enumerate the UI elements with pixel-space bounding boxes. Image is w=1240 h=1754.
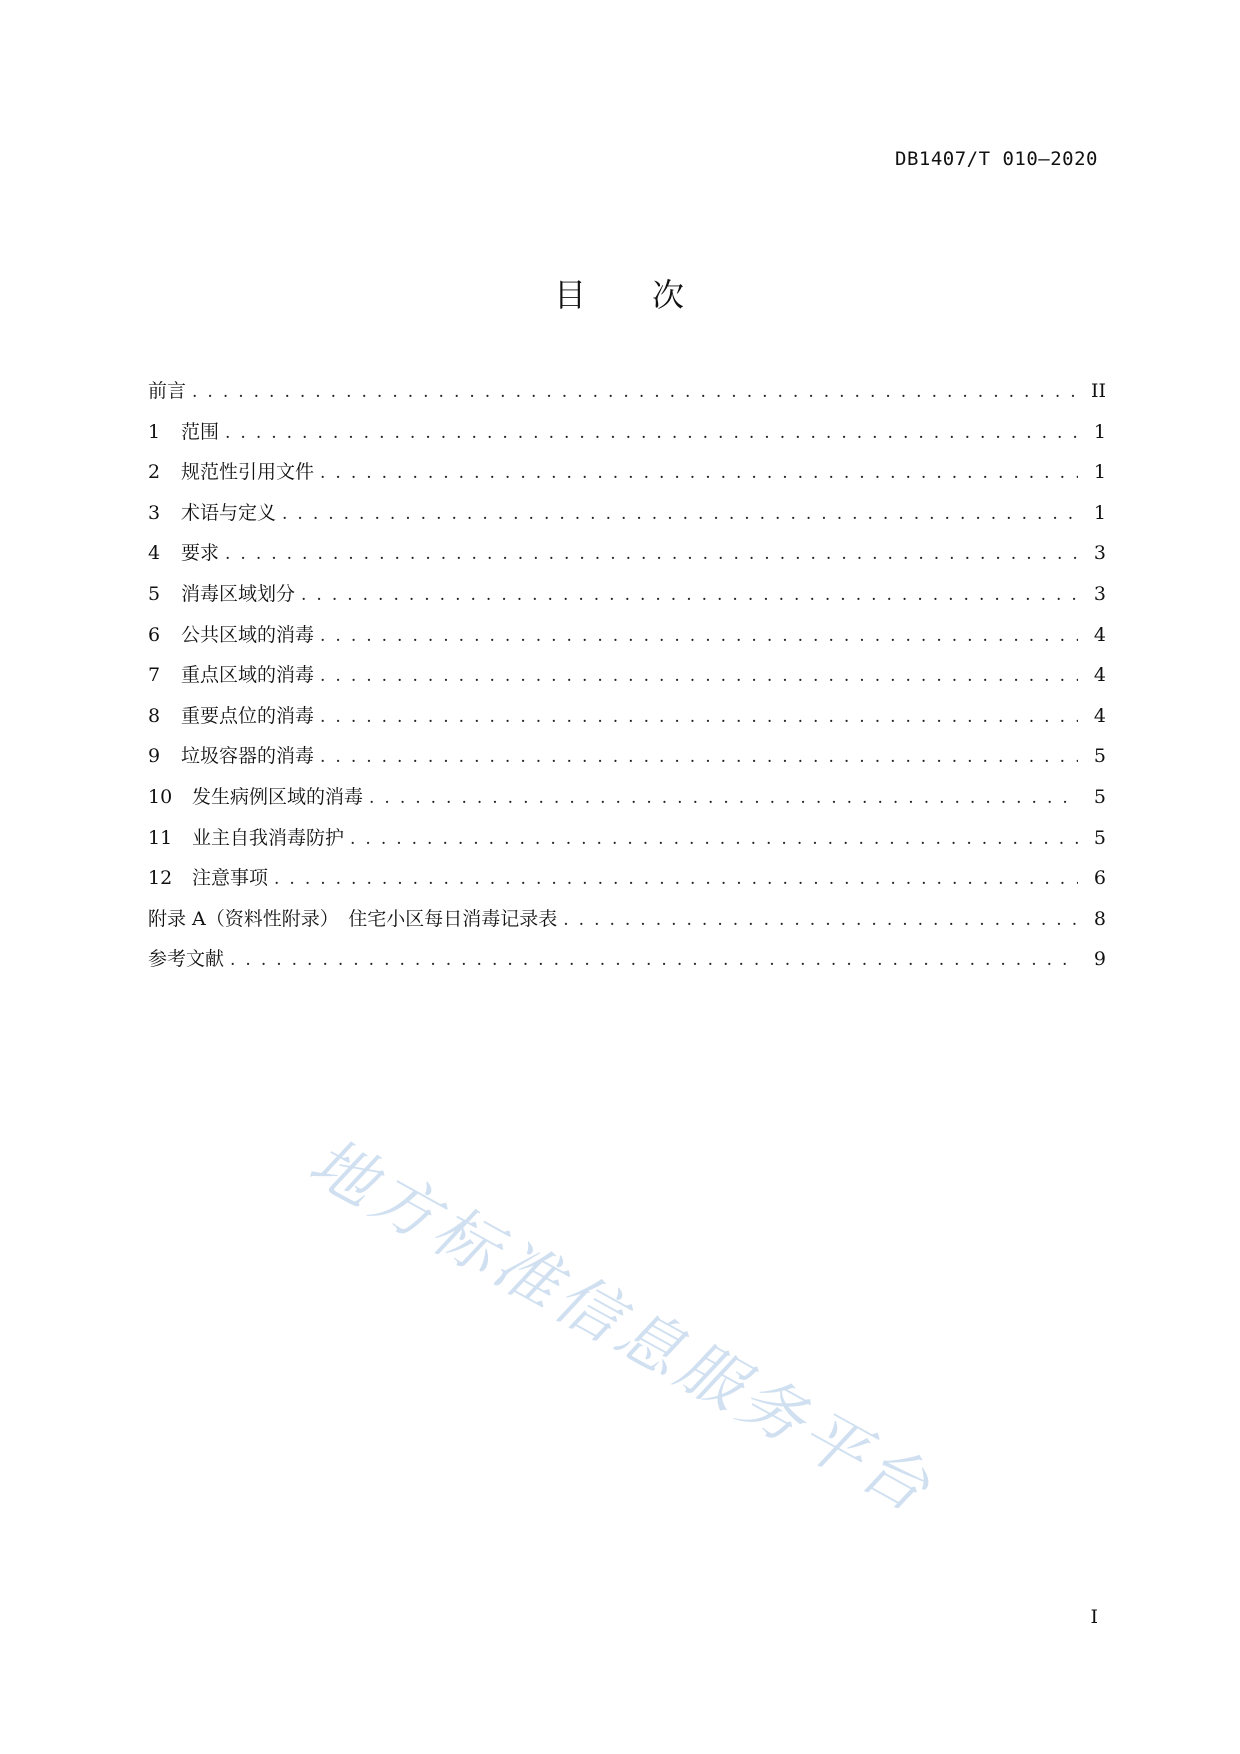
table-of-contents <box>148 371 1106 980</box>
dot-leader <box>225 413 1078 453</box>
toc-entry-label: 规范性引用文件 <box>181 461 315 484</box>
toc-entry-label: 重点区域的消毒 <box>181 664 315 687</box>
toc-entry-number: 9 <box>148 745 161 768</box>
toc-entry-number: 8 <box>148 704 161 727</box>
toc-entry-page: 4 <box>1093 623 1106 646</box>
toc-entry-page: 4 <box>1093 704 1106 727</box>
dot-leader <box>320 453 1078 493</box>
dot-leader <box>563 900 1078 940</box>
toc-entry-page: II <box>1090 380 1106 402</box>
toc-entry-page: 5 <box>1093 826 1106 849</box>
toc-entry-number: 2 <box>148 461 161 484</box>
dot-leader <box>320 697 1078 737</box>
toc-entry-label: 参考文献 <box>148 948 225 971</box>
toc-entry-number: 4 <box>148 542 161 565</box>
toc-entry-label: 消毒区域划分 <box>181 582 296 605</box>
toc-entry-number: 3 <box>148 501 161 524</box>
document-code: DB1407/T 010—2020 <box>895 148 1098 170</box>
toc-entry-number: 10 <box>148 785 173 808</box>
dot-leader <box>274 859 1078 899</box>
toc-entry-label: 注意事项 <box>192 867 269 890</box>
watermark: 地方标准信息服务平台 <box>297 1124 946 1529</box>
toc-entry-2[interactable] <box>148 452 1106 493</box>
toc-entry-label: 重要点位的消毒 <box>181 704 315 727</box>
toc-entry-page: 1 <box>1093 461 1106 484</box>
toc-entry-page: 1 <box>1093 420 1106 443</box>
toc-entry-appendix-a[interactable] <box>148 899 1106 940</box>
toc-title <box>0 270 1240 316</box>
toc-entry-7[interactable] <box>148 655 1106 696</box>
dot-leader <box>350 819 1078 859</box>
toc-entry-label: 公共区域的消毒 <box>181 623 315 646</box>
dot-leader <box>230 940 1078 980</box>
dot-leader <box>225 534 1078 574</box>
toc-entry-page: 8 <box>1093 907 1106 930</box>
toc-entry-page: 6 <box>1093 867 1106 890</box>
dot-leader <box>192 372 1078 412</box>
toc-entry-foreword[interactable] <box>148 371 1106 412</box>
toc-entry-label: 术语与定义 <box>181 501 277 524</box>
toc-entry-9[interactable] <box>148 736 1106 777</box>
toc-entry-page: 5 <box>1093 785 1106 808</box>
toc-entry-8[interactable] <box>148 696 1106 737</box>
toc-entry-page: 1 <box>1093 501 1106 524</box>
toc-entry-label: 要求 <box>181 542 220 565</box>
toc-entry-label: 范围 <box>181 420 220 443</box>
toc-entry-page: 3 <box>1093 542 1106 565</box>
toc-entry-number: 12 <box>148 867 173 890</box>
toc-entry-number: 7 <box>148 664 161 687</box>
dot-leader <box>320 737 1078 777</box>
toc-entry-page: 4 <box>1093 664 1106 687</box>
toc-entry-number: 11 <box>148 826 173 849</box>
toc-entry-page: 9 <box>1093 948 1106 971</box>
dot-leader <box>320 656 1078 696</box>
toc-entry-10[interactable] <box>148 777 1106 818</box>
toc-entry-1[interactable] <box>148 412 1106 453</box>
dot-leader <box>320 616 1078 656</box>
toc-entry-number: 1 <box>148 420 161 443</box>
toc-entry-5[interactable] <box>148 574 1106 615</box>
toc-entry-11[interactable] <box>148 818 1106 859</box>
dot-leader <box>369 778 1078 818</box>
dot-leader <box>282 494 1078 534</box>
toc-entry-label: 垃圾容器的消毒 <box>181 745 315 768</box>
toc-entry-page: 5 <box>1093 745 1106 768</box>
toc-entry-12[interactable] <box>148 858 1106 899</box>
page-number: I <box>1090 1606 1098 1628</box>
toc-entry-references[interactable] <box>148 939 1106 980</box>
toc-entry-label: 业主自我消毒防护 <box>192 826 345 849</box>
toc-title-right: 次 <box>652 276 687 314</box>
toc-entry-label: 发生病例区域的消毒 <box>192 785 364 808</box>
toc-entry-label: 前言 <box>148 380 187 402</box>
toc-entry-number: 5 <box>148 582 161 605</box>
dot-leader <box>301 575 1078 615</box>
toc-entry-6[interactable] <box>148 615 1106 656</box>
toc-entry-4[interactable] <box>148 533 1106 574</box>
toc-entry-number: 6 <box>148 623 161 646</box>
toc-title-left: 目 <box>553 276 588 314</box>
toc-entry-3[interactable] <box>148 493 1106 534</box>
toc-entry-label: 附录 A（资料性附录） 住宅小区每日消毒记录表 <box>148 907 558 930</box>
toc-entry-page: 3 <box>1093 582 1106 605</box>
